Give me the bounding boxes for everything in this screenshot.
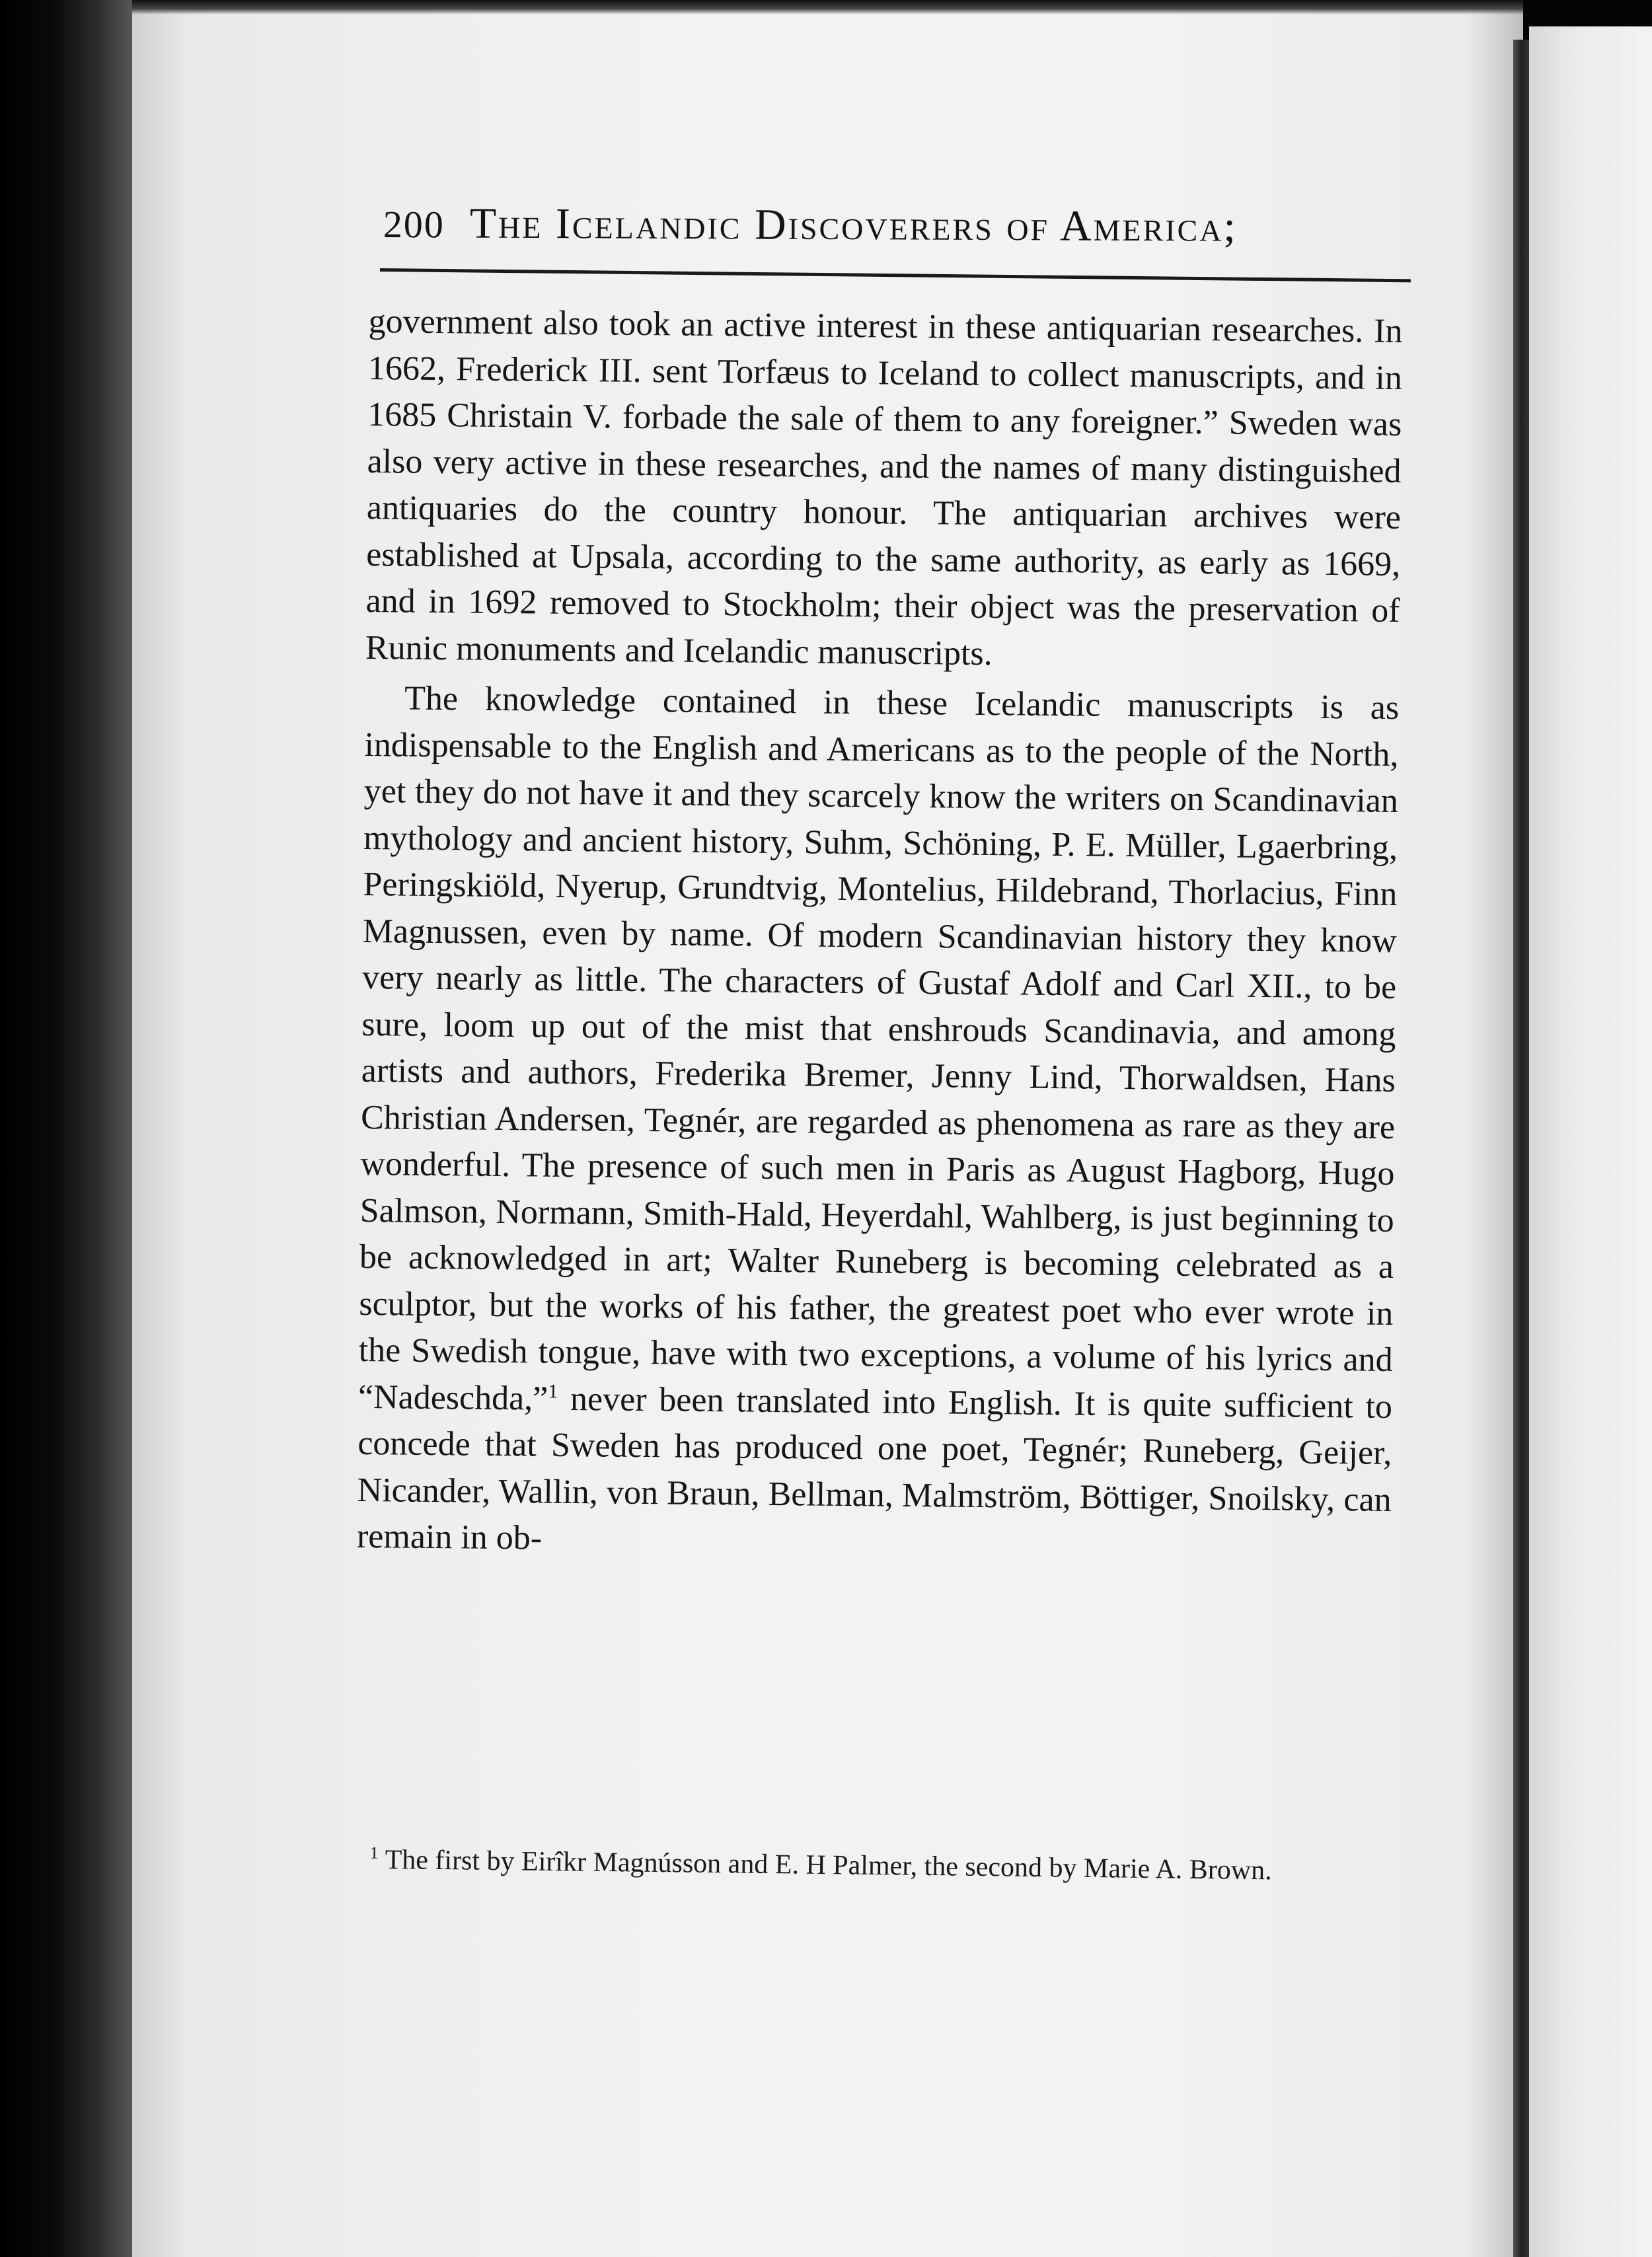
paragraph-knowledge	[357, 675, 1400, 1570]
book-spine-shadow	[0, 0, 135, 2257]
body-text	[357, 299, 1403, 1570]
footnote-marker: 1	[369, 1843, 379, 1863]
footnote-reference: 1	[548, 1380, 558, 1402]
page-top-edge	[132, 0, 1523, 15]
facing-page-edge	[1529, 26, 1652, 2257]
paragraph-text-part-1: The knowledge contained in these Icelandic manuscripts is as indispensable to the English and Americans as to the people of the North, yet they do not have it and they scarcely know the writers on Scandinavian mythology and ancient history, Suhm, Schöning, P. E. Müller, Lgaerbring, Peringskiöld, Nyerup, Grundtvig, Montelius, Hildebrand, Thorlacius, Finn Magnussen, even by name. Of modern Scandinavian history they know very nearly as little. The characters of Gustaf Adolf and Carl XII., to be sure, loom up out of the mist that enshrouds Scandinavia, and among artists and authors, Frederika Bremer, Jenny Lind, Thorwaldsen, Hans Christian Andersen, Tegnér, are regarded as phenomena as rare as they are wonderful. The presence of such men in Paris as August Hagborg, Hugo Salmson, Normann, Smith-Hald, Heyerdahl, Wahlberg, is just beginning to be acknowledged in art; Walter Runeberg is becoming celebrated as a sculptor, but the works of his father, the greatest poet who ever wrote in the Swedish tongue, have with two exceptions, a volume of his lyrics and “Nadeschda,”	[357, 679, 1400, 1418]
running-title: The Icelandic Discoverers of America;	[469, 199, 1238, 251]
page-number: 200	[383, 202, 445, 246]
gutter-shadow	[1513, 40, 1529, 2257]
footnote-text: The first by Eirîkr Magnússon and E. H Palmer, the second by Marie A. Brown.	[385, 1844, 1272, 1886]
running-header	[383, 198, 1388, 276]
paragraph-text-part-2: never been translated into English. It is quite sufficient to concede that Sweden has produced one poet, Tegnér; Runeberg, Geijer, Nicander, Wallin, von Braun, Bellman, Malmström, Böttiger, Snoilsky, can remain in ob-	[356, 1380, 1393, 1557]
paragraph-continued: government also took an active interest in these antiquarian researches. In 1662, Frederick III. sent Torfæus to Iceland to collect manuscripts, and in 1685 Christain V. forbade the sale of them to any foreigner.” Sweden was also very active in these researches, and the names of many distinguished antiquaries do the country honour. The antiquarian archives were established at Upsala, according to the same authority, as early as 1669, and in 1692 removed to Stockholm; their object was the preservation of Runic monuments and Icelandic manuscripts.	[365, 302, 1403, 673]
